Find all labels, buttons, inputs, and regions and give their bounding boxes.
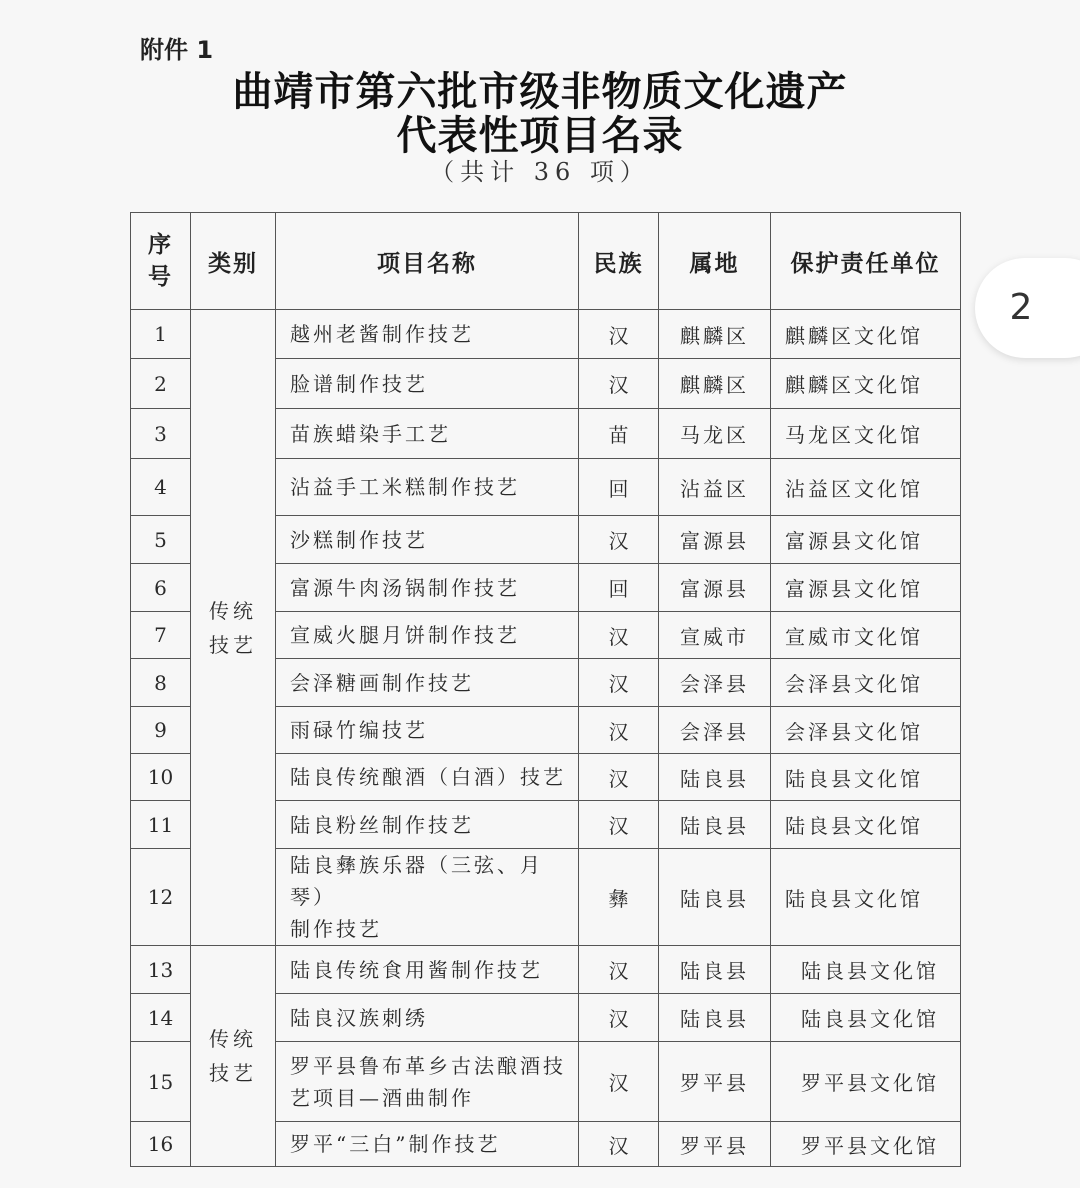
row-name: 沙糕制作技艺 [276, 516, 579, 564]
row-name: 罗平“三白”制作技艺 [276, 1122, 579, 1167]
row-seq: 4 [131, 459, 191, 516]
page-number: 2 [1009, 287, 1033, 328]
row-seq: 15 [131, 1042, 191, 1122]
row-unit: 陆良县文化馆 [771, 994, 961, 1042]
row-ethnicity: 汉 [579, 801, 659, 849]
row-ethnicity: 汉 [579, 1122, 659, 1167]
row-unit: 马龙区文化馆 [771, 409, 961, 459]
category-line1: 传统 [209, 598, 257, 623]
row-unit: 麒麟区文化馆 [771, 310, 961, 359]
row-seq: 10 [131, 754, 191, 801]
row-unit: 陆良县文化馆 [771, 946, 961, 994]
row-seq: 1 [131, 310, 191, 359]
row-ethnicity: 汉 [579, 310, 659, 359]
row-name: 越州老酱制作技艺 [276, 310, 579, 359]
row-name-line1: 陆良彝族乐器（三弦、月琴） [290, 853, 543, 909]
row-location: 陆良县 [659, 994, 771, 1042]
header-unit: 保护责任单位 [771, 213, 961, 310]
heritage-list-table [130, 212, 961, 1167]
table-header-row [131, 213, 961, 310]
row-unit: 陆良县文化馆 [771, 801, 961, 849]
row-location: 罗平县 [659, 1042, 771, 1122]
header-seq [131, 213, 191, 310]
row-unit: 宣威市文化馆 [771, 612, 961, 659]
row-name: 陆良粉丝制作技艺 [276, 801, 579, 849]
row-unit: 富源县文化馆 [771, 564, 961, 612]
row-seq: 12 [131, 849, 191, 946]
row-unit: 罗平县文化馆 [771, 1042, 961, 1122]
row-location: 陆良县 [659, 801, 771, 849]
row-ethnicity: 汉 [579, 612, 659, 659]
row-ethnicity: 回 [579, 459, 659, 516]
header-location: 属地 [659, 213, 771, 310]
row-ethnicity: 汉 [579, 707, 659, 754]
row-name: 陆良传统酿酒（白酒）技艺 [276, 754, 579, 801]
row-name-line1: 罗平县鲁布革乡古法酿酒技 [290, 1053, 566, 1078]
row-ethnicity: 汉 [579, 659, 659, 707]
row-seq: 14 [131, 994, 191, 1042]
row-location: 麒麟区 [659, 359, 771, 409]
row-location: 陆良县 [659, 849, 771, 946]
row-name: 富源牛肉汤锅制作技艺 [276, 564, 579, 612]
row-unit: 罗平县文化馆 [771, 1122, 961, 1167]
row-unit: 沾益区文化馆 [771, 459, 961, 516]
row-location: 罗平县 [659, 1122, 771, 1167]
table-row [131, 946, 961, 994]
row-location: 富源县 [659, 564, 771, 612]
row-ethnicity: 彝 [579, 849, 659, 946]
row-name-line2: 艺项目—酒曲制作 [290, 1085, 474, 1110]
row-seq: 8 [131, 659, 191, 707]
row-ethnicity: 汉 [579, 516, 659, 564]
header-ethnicity: 民族 [579, 213, 659, 310]
row-location: 麒麟区 [659, 310, 771, 359]
row-name: 陆良传统食用酱制作技艺 [276, 946, 579, 994]
row-location: 富源县 [659, 516, 771, 564]
row-name: 会泽糖画制作技艺 [276, 659, 579, 707]
row-seq: 7 [131, 612, 191, 659]
row-location: 会泽县 [659, 707, 771, 754]
row-unit: 会泽县文化馆 [771, 707, 961, 754]
row-ethnicity: 汉 [579, 1042, 659, 1122]
row-name-line2: 制作技艺 [290, 917, 382, 941]
row-name [276, 849, 579, 946]
row-seq: 5 [131, 516, 191, 564]
row-location: 会泽县 [659, 659, 771, 707]
row-seq: 3 [131, 409, 191, 459]
row-ethnicity: 苗 [579, 409, 659, 459]
row-name: 宣威火腿月饼制作技艺 [276, 612, 579, 659]
row-ethnicity: 汉 [579, 994, 659, 1042]
row-location: 马龙区 [659, 409, 771, 459]
row-name: 脸谱制作技艺 [276, 359, 579, 409]
document-subtitle: （共计 36 项） [430, 158, 650, 186]
category-cell [191, 310, 276, 946]
row-unit: 陆良县文化馆 [771, 754, 961, 801]
row-seq: 13 [131, 946, 191, 994]
row-seq: 2 [131, 359, 191, 409]
row-name: 苗族蜡染手工艺 [276, 409, 579, 459]
row-location: 陆良县 [659, 754, 771, 801]
row-seq: 16 [131, 1122, 191, 1167]
row-location: 陆良县 [659, 946, 771, 994]
row-name: 陆良汉族刺绣 [276, 994, 579, 1042]
row-unit: 会泽县文化馆 [771, 659, 961, 707]
row-name: 沾益手工米糕制作技艺 [276, 459, 579, 516]
category-line2: 技艺 [209, 632, 257, 657]
row-name: 雨碌竹编技艺 [276, 707, 579, 754]
row-location: 宣威市 [659, 612, 771, 659]
table-row [131, 310, 961, 359]
document-title-line2: 代表性项目名录 [396, 113, 684, 159]
row-seq: 9 [131, 707, 191, 754]
category-line1: 传统 [209, 1027, 257, 1051]
attachment-label: 附件 1 [140, 36, 214, 64]
category-line2: 技艺 [209, 1061, 257, 1085]
row-ethnicity: 汉 [579, 946, 659, 994]
header-name: 项目名称 [276, 213, 579, 310]
row-ethnicity: 汉 [579, 359, 659, 409]
header-category: 类别 [191, 213, 276, 310]
row-seq: 6 [131, 564, 191, 612]
row-seq: 11 [131, 801, 191, 849]
header-seq-line1: 序 [148, 232, 173, 258]
category-cell [191, 946, 276, 1167]
header-seq-line2: 号 [148, 264, 173, 290]
document-title-line1: 曲靖市第六批市级非物质文化遗产 [232, 69, 848, 115]
row-unit: 富源县文化馆 [771, 516, 961, 564]
row-name [276, 1042, 579, 1122]
row-unit: 陆良县文化馆 [771, 849, 961, 946]
row-location: 沾益区 [659, 459, 771, 516]
row-ethnicity: 回 [579, 564, 659, 612]
row-ethnicity: 汉 [579, 754, 659, 801]
row-unit: 麒麟区文化馆 [771, 359, 961, 409]
